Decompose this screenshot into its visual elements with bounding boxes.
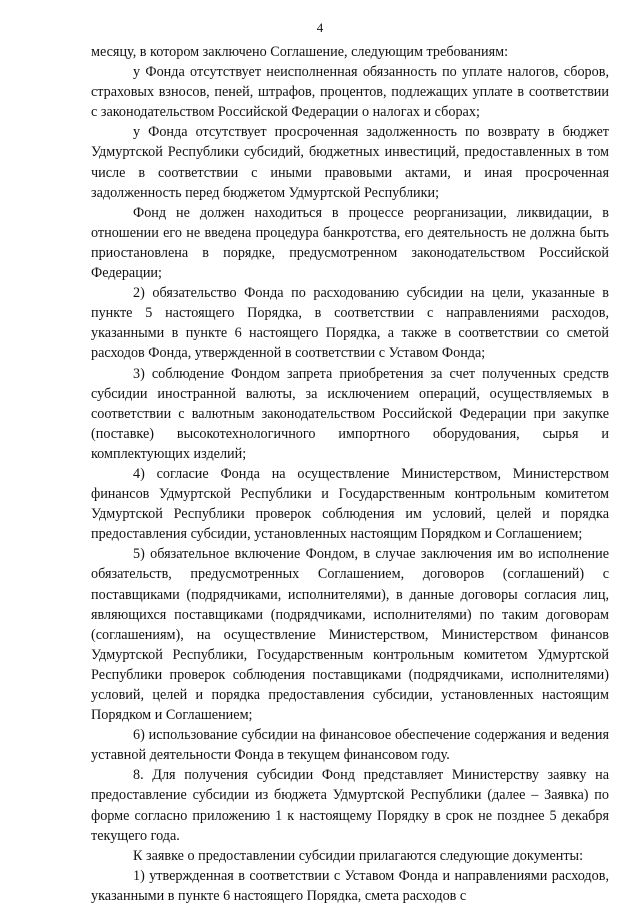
paragraph-item-3: 3) соблюдение Фондом запрета приобретения за счет полученных средств субсидии иностранной валюты, за исключением операций, осуществляемых в соответствии с валютным законодательством Российской Федерации при закупке (поставке) высокотехнологичного импортного оборудования, сырья и комплектующих изделий; (91, 365, 609, 462)
paragraph-no-tax-arrears: у Фонда отсутствует неисполненная обязанность по уплате налогов, сборов, страховых взносов, пеней, штрафов, процентов, подлежащих уплате в соответствии с законодательством Российской Федерации о налогах и сборах; (91, 64, 609, 121)
paragraph-item-4: 4) согласие Фонда на осуществление Министерством, Министерством финансов Удмуртской Республики и Государственным контрольным комитетом Удмуртской Республики проверок соблюдения им условий, целей и порядка предоставления субсидии, установленных настоящим Порядком и Соглашением; (91, 465, 609, 543)
paragraph-no-budget-debt: у Фонда отсутствует просроченная задолженность по возврату в бюджет Удмуртской Республики субсидий, бюджетных инвестиций, предоставленных в том числе в соответствии с иными правовыми актами, и иная просроченная задолженность перед бюджетом Удмуртской Республики; (91, 124, 609, 201)
paragraph-requirements-intro: месяцу, в котором заключено Соглашение, следующим требованиям: (91, 44, 509, 60)
paragraph-no-reorganization: Фонд не должен находиться в процессе реорганизации, ликвидации, в отношении его не введена процедура банкротства, его деятельность не должна быть приостановлена в порядке, предусмотренном законодательством Российской Федерации; (91, 204, 609, 282)
document-body (91, 42, 609, 906)
paragraph-section-8: 8. Для получения субсидии Фонд представляет Министерству заявку на предоставление субсидии из бюджета Удмуртской Республики (далее – Заявка) по форме согласно приложению 1 к настоящему Порядку в срок не позднее 5 декабря текущего года. (91, 767, 609, 844)
page-number: 4 (316, 20, 324, 35)
paragraph-item-2: 2) обязательство Фонда по расходованию субсидии на цели, указанные в пункте 5 настоящего Порядка, в соответствии с направлениями расходов, указанными в пункте 6 настоящего Порядка, а также в соответствии со сметой расходов Фонда, утвержденной в соответствии с Уставом Фонда; (91, 285, 609, 362)
paragraph-attached-documents: К заявке о предоставлении субсидии прилагаются следующие документы: (133, 847, 584, 864)
paragraph-document-1: 1) утвержденная в соответствии с Уставом Фонда и направлениями расходов, указанными в пункте 6 настоящего Порядка, смета расходов с (91, 867, 609, 904)
paragraph-item-5: 5) обязательное включение Фондом, в случае заключения им во исполнение обязательств, предусмотренных Соглашением, договоров (соглашений) с поставщиками (подрядчиками, исполнителями), в данные договоры согласия лиц, являющихся поставщиками (подрядчиками, исполнителями) по таким договорам (соглашениям), на осуществление Министерством, Министерством финансов Удмуртской Республики, Государственным контрольным комитетом Удмуртской Республики проверок соблюдения поставщиками (подрядчиками, исполнителями) условий, целей и порядка предоставления субсидии, установленных настоящим Порядком и Соглашением; (91, 546, 609, 724)
paragraph-item-6: 6) использование субсидии на финансовое обеспечение содержания и ведения уставной деятельности Фонда в текущем финансовом году. (91, 727, 609, 764)
